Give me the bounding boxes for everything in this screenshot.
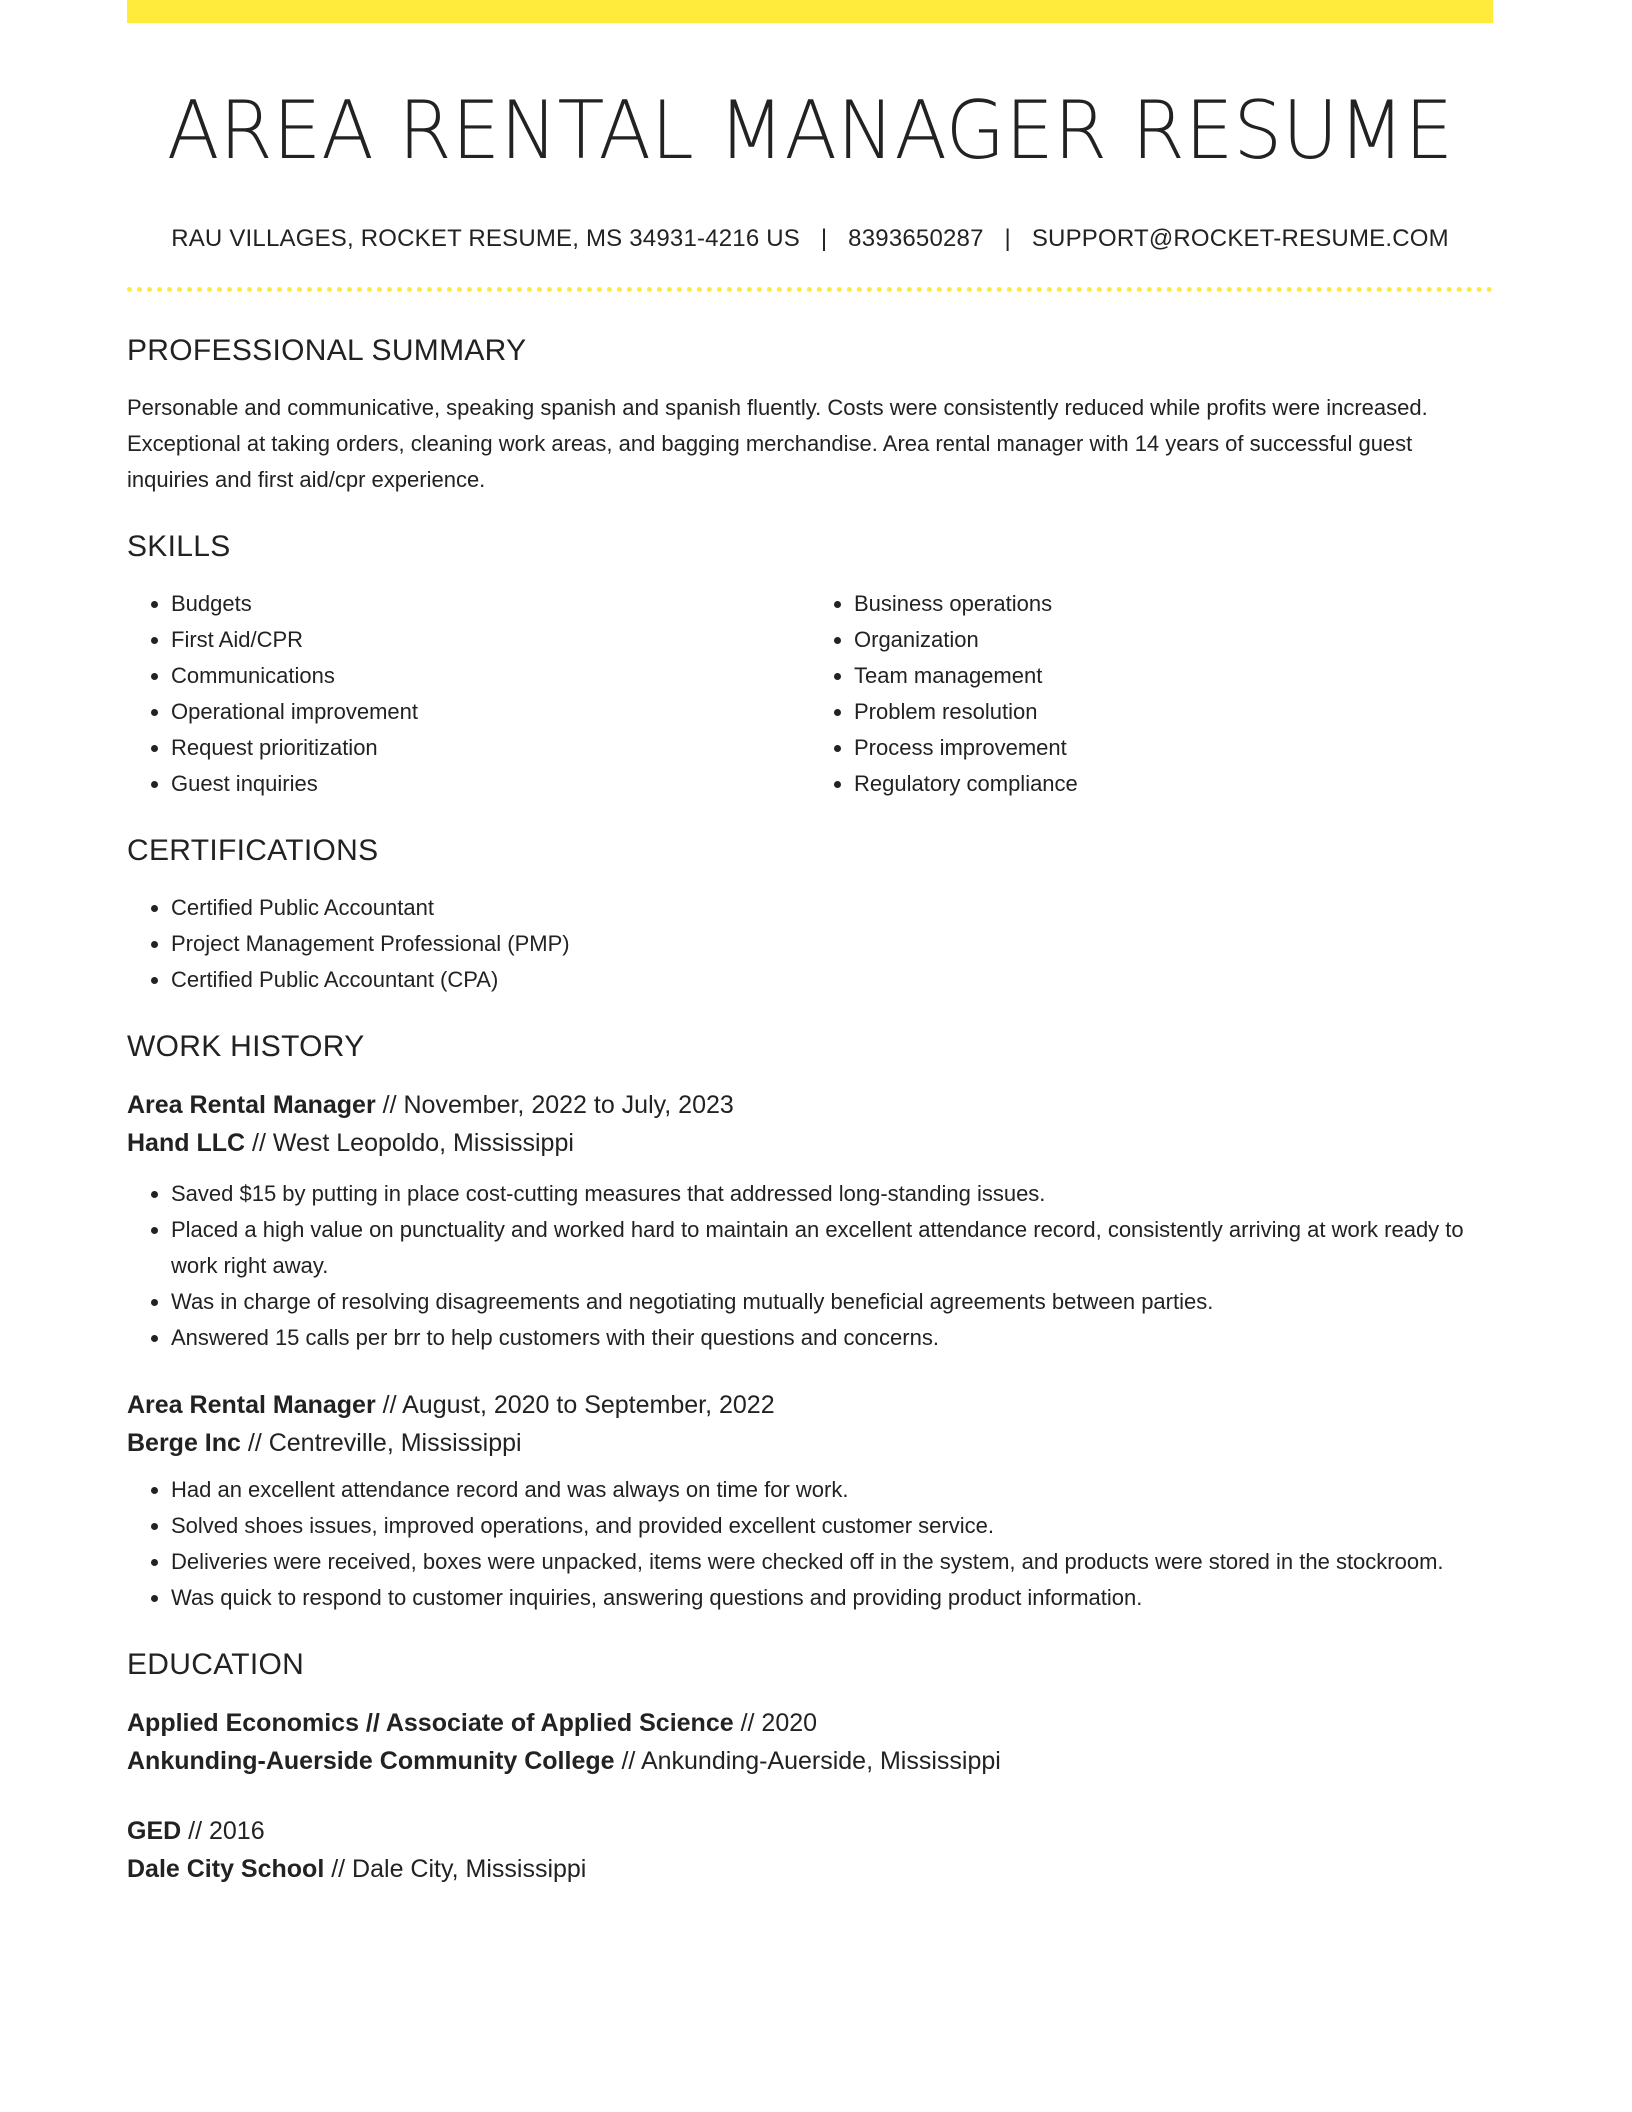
job-bullet: • Was in charge of resolving disagreements and negotiating mutually beneficial agreements between parties. — [171, 1284, 1493, 1320]
contact-phone: 8393650287 — [848, 225, 984, 252]
summary-heading: PROFESSIONAL SUMMARY — [127, 334, 527, 367]
education-location: // Ankunding-Auerside, Mississippi — [621, 1747, 1001, 1775]
skill-item: • Communications — [171, 658, 810, 694]
skill-item: • Problem resolution — [854, 694, 1493, 730]
education-degree: GED — [127, 1817, 182, 1845]
education-school: Dale City School — [127, 1855, 325, 1883]
dotted-divider — [127, 287, 1493, 292]
skill-item: • Operational improvement — [171, 694, 810, 730]
skill-item: • Team management — [854, 658, 1493, 694]
certification-item: • Certified Public Accountant (CPA) — [171, 962, 1493, 998]
education-location: // Dale City, Mississippi — [331, 1855, 587, 1883]
skill-item: • Guest inquiries — [171, 766, 810, 802]
contact-separator: | — [1004, 225, 1011, 252]
summary-text: Personable and communicative, speaking spanish and spanish fluently. Costs were consistently reduced while profits were increased. Exceptional at taking orders, cleaning work areas, and bagging merchandise. Area rental manager with 14 years of successful guest inquiries and first aid/cpr experience. — [127, 395, 1428, 492]
job-location: // West Leopoldo, Mississippi — [252, 1129, 574, 1157]
resume-title: AREA RENTAL MANAGER RESUME — [166, 84, 1454, 177]
education-entry — [127, 1704, 1493, 1780]
job-title-line — [127, 1386, 1493, 1424]
accent-top-bar — [127, 0, 1493, 23]
certifications-heading: CERTIFICATIONS — [127, 834, 379, 867]
education-degree-line — [127, 1704, 1493, 1742]
resume-page — [127, 0, 1493, 1888]
contact-email: SUPPORT@ROCKET-RESUME.COM — [1031, 225, 1449, 252]
job-bullet: • Answered 15 calls per brr to help customers with their questions and concerns. — [171, 1320, 1493, 1356]
education-degree: Applied Economics // Associate of Applied Science — [127, 1709, 734, 1737]
certifications-list — [127, 890, 1493, 998]
job-bullet: • Solved shoes issues, improved operations, and provided excellent customer service. — [171, 1508, 1493, 1544]
job-title: Area Rental Manager — [127, 1391, 376, 1419]
job-bullet: • Saved $15 by putting in place cost-cutting measures that addressed long-standing issues. — [171, 1176, 1493, 1212]
skill-item: • Organization — [854, 622, 1493, 658]
skill-item: • Regulatory compliance — [854, 766, 1493, 802]
skill-item: • Budgets — [171, 586, 810, 622]
job-dates: // November, 2022 to July, 2023 — [382, 1091, 734, 1119]
job-bullets — [127, 1472, 1493, 1616]
education-entry — [127, 1812, 1493, 1888]
job-bullets — [127, 1176, 1493, 1356]
education-degree-line — [127, 1812, 1493, 1850]
job-bullet: • Was quick to respond to customer inquiries, answering questions and providing product information. — [171, 1580, 1493, 1616]
skill-item: • Process improvement — [854, 730, 1493, 766]
job-title-line — [127, 1086, 1493, 1124]
skill-item: • First Aid/CPR — [171, 622, 810, 658]
skills-list-right — [810, 586, 1493, 802]
education-school-line — [127, 1742, 1493, 1780]
education-year: // 2020 — [740, 1709, 818, 1737]
certification-item: • Project Management Professional (PMP) — [171, 926, 1493, 962]
skill-item: • Business operations — [854, 586, 1493, 622]
work-history-heading: WORK HISTORY — [127, 1030, 365, 1063]
contact-line — [127, 225, 1493, 253]
job-bullet: • Deliveries were received, boxes were unpacked, items were checked off in the system, and products were stored in the stockroom. — [171, 1544, 1493, 1580]
job-company: Hand LLC — [127, 1129, 246, 1157]
job-entry — [127, 1086, 1493, 1356]
skills-list-left — [127, 586, 810, 802]
contact-separator: | — [820, 225, 828, 252]
certification-item: • Certified Public Accountant — [171, 890, 1493, 926]
job-location: // Centreville, Mississippi — [247, 1429, 522, 1457]
job-company-line — [127, 1124, 1493, 1162]
job-bullet: • Had an excellent attendance record and was always on time for work. — [171, 1472, 1493, 1508]
job-company-line — [127, 1424, 1493, 1462]
skill-item: • Request prioritization — [171, 730, 810, 766]
job-bullet: • Placed a high value on punctuality and worked hard to maintain an excellent attendance record, consistently arriving at work ready to work right away. — [171, 1212, 1493, 1284]
skills-heading: SKILLS — [127, 530, 231, 563]
skills-columns — [127, 586, 1493, 802]
education-year: // 2016 — [188, 1817, 265, 1845]
job-title: Area Rental Manager — [127, 1091, 376, 1119]
education-school-line — [127, 1850, 1493, 1888]
job-entry — [127, 1386, 1493, 1616]
contact-address: RAU VILLAGES, ROCKET RESUME, MS 34931-4216 US — [171, 225, 800, 252]
education-heading: EDUCATION — [127, 1648, 305, 1681]
job-dates: // August, 2020 to September, 2022 — [382, 1391, 775, 1419]
job-company: Berge Inc — [127, 1429, 241, 1457]
education-school: Ankunding-Auerside Community College — [127, 1747, 615, 1775]
